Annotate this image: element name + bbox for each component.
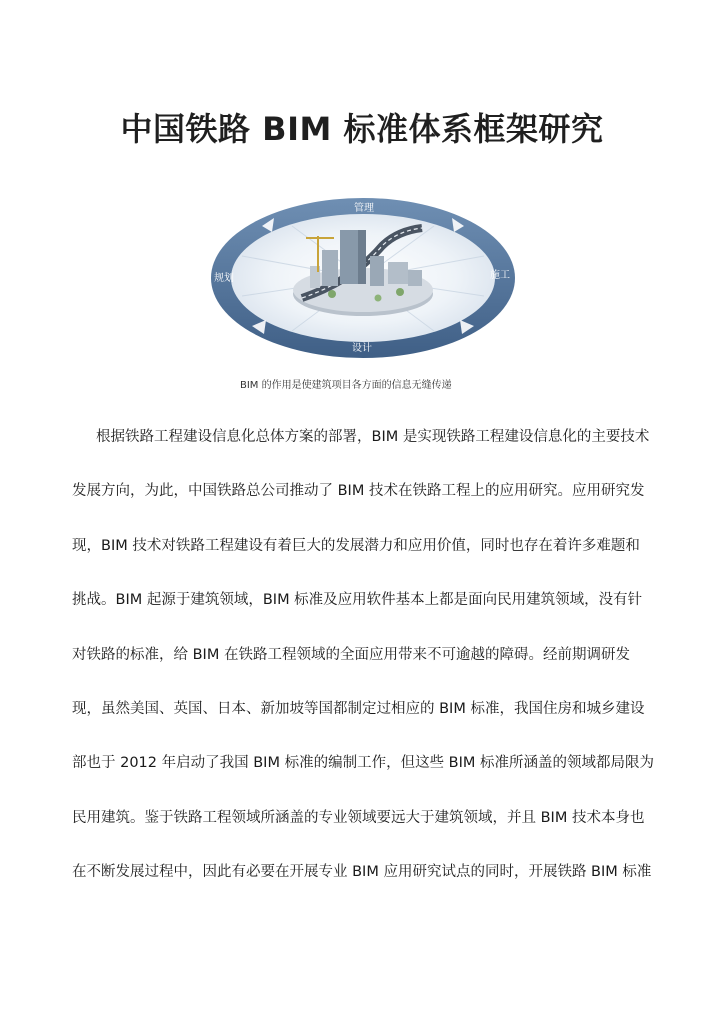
label-design: 设计	[352, 343, 372, 354]
paragraph-line: 挑战。BIM 起源于建筑领域，BIM 标准及应用软件基本上都是面向民用建筑领域，没有针	[72, 592, 643, 609]
paragraph-line: 民用建筑。鉴于铁路工程领域所涵盖的专业领域要远大于建筑领域，并且 BIM 技术本身也	[72, 809, 645, 826]
body-paragraph	[72, 410, 656, 900]
paragraph-line: 现，BIM 技术对铁路工程建设有着巨大的发展潜力和应用价值，同时也存在着许多难题和	[72, 537, 640, 554]
paragraph-line: 现，虽然美国、英国、日本、新加坡等国都制定过相应的 BIM 标准，我国住房和城乡建设	[72, 700, 645, 717]
figure-caption: BIM 的作用是使建筑项目各方面的信息无缝传递	[240, 380, 452, 391]
label-planning: 规划	[214, 273, 234, 284]
label-management: 管理	[354, 203, 374, 214]
paragraph-line: 在不断发展过程中，因此有必要在开展专业 BIM 应用研究试点的同时，开展铁路 BIM 标准	[72, 864, 652, 881]
paragraph-line: 根据铁路工程建设信息化总体方案的部署，BIM 是实现铁路工程建设信息化的主要技术	[96, 429, 650, 445]
paragraph-line: 发展方向，为此，中国铁路总公司推动了 BIM 技术在铁路工程上的应用研究。应用研究发	[72, 483, 645, 500]
document-title: 中国铁路 BIM 标准体系框架研究	[120, 110, 604, 148]
bim-lifecycle-figure	[202, 186, 524, 386]
bim-ring-illustration	[202, 186, 524, 386]
paragraph-line: 对铁路的标准，给 BIM 在铁路工程领域的全面应用带来不可逾越的障碍。经前期调研发	[72, 646, 630, 663]
label-construction: 施工	[490, 270, 510, 281]
paragraph-line: 部也于 2012 年启动了我国 BIM 标准的编制工作，但这些 BIM 标准所涵盖的领域都局限为	[72, 755, 655, 772]
